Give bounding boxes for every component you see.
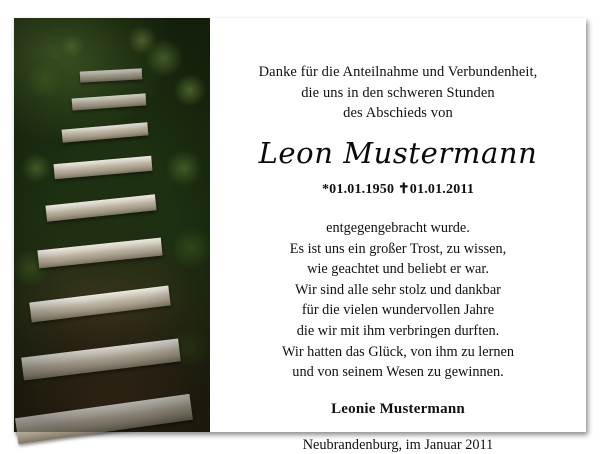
intro-line: Danke für die Anteilnahme und Verbundenheit,: [258, 64, 538, 80]
body-line: und von seinem Wesen zu gewinnen.: [292, 364, 504, 381]
body-line: Wir sind alle sehr stolz und dankbar: [295, 281, 501, 298]
body-line: Wir hatten das Glück, von ihm zu lernen: [281, 343, 515, 360]
deceased-name: Leon Mustermann: [258, 135, 538, 170]
intro-text: [236, 62, 560, 124]
birth-death-dates: *01.01.1950 ✝01.01.2011: [321, 182, 475, 198]
intro-line: die uns in den schweren Stunden: [301, 84, 495, 101]
body-line: für die vielen wundervollen Jahre: [301, 302, 495, 319]
memorial-body-text: [236, 218, 560, 383]
card-text-panel: [210, 18, 586, 453]
place-and-date: Neubrandenburg, im Januar 2011: [302, 436, 494, 453]
body-line: Es ist uns ein großer Trost, zu wissen,: [289, 240, 507, 257]
intro-line: des Abschieds von: [343, 105, 453, 122]
memorial-card: [14, 18, 586, 453]
body-line: wie geachtet und beliebt er war.: [307, 261, 489, 278]
garden-stone-steps-photo: [14, 18, 210, 432]
body-line: die wir mit ihm verbringen durften.: [296, 323, 500, 340]
signature-name: Leonie Mustermann: [331, 400, 465, 417]
body-line: entgegengebracht wurde.: [326, 220, 470, 237]
photo-vignette: [14, 18, 210, 432]
